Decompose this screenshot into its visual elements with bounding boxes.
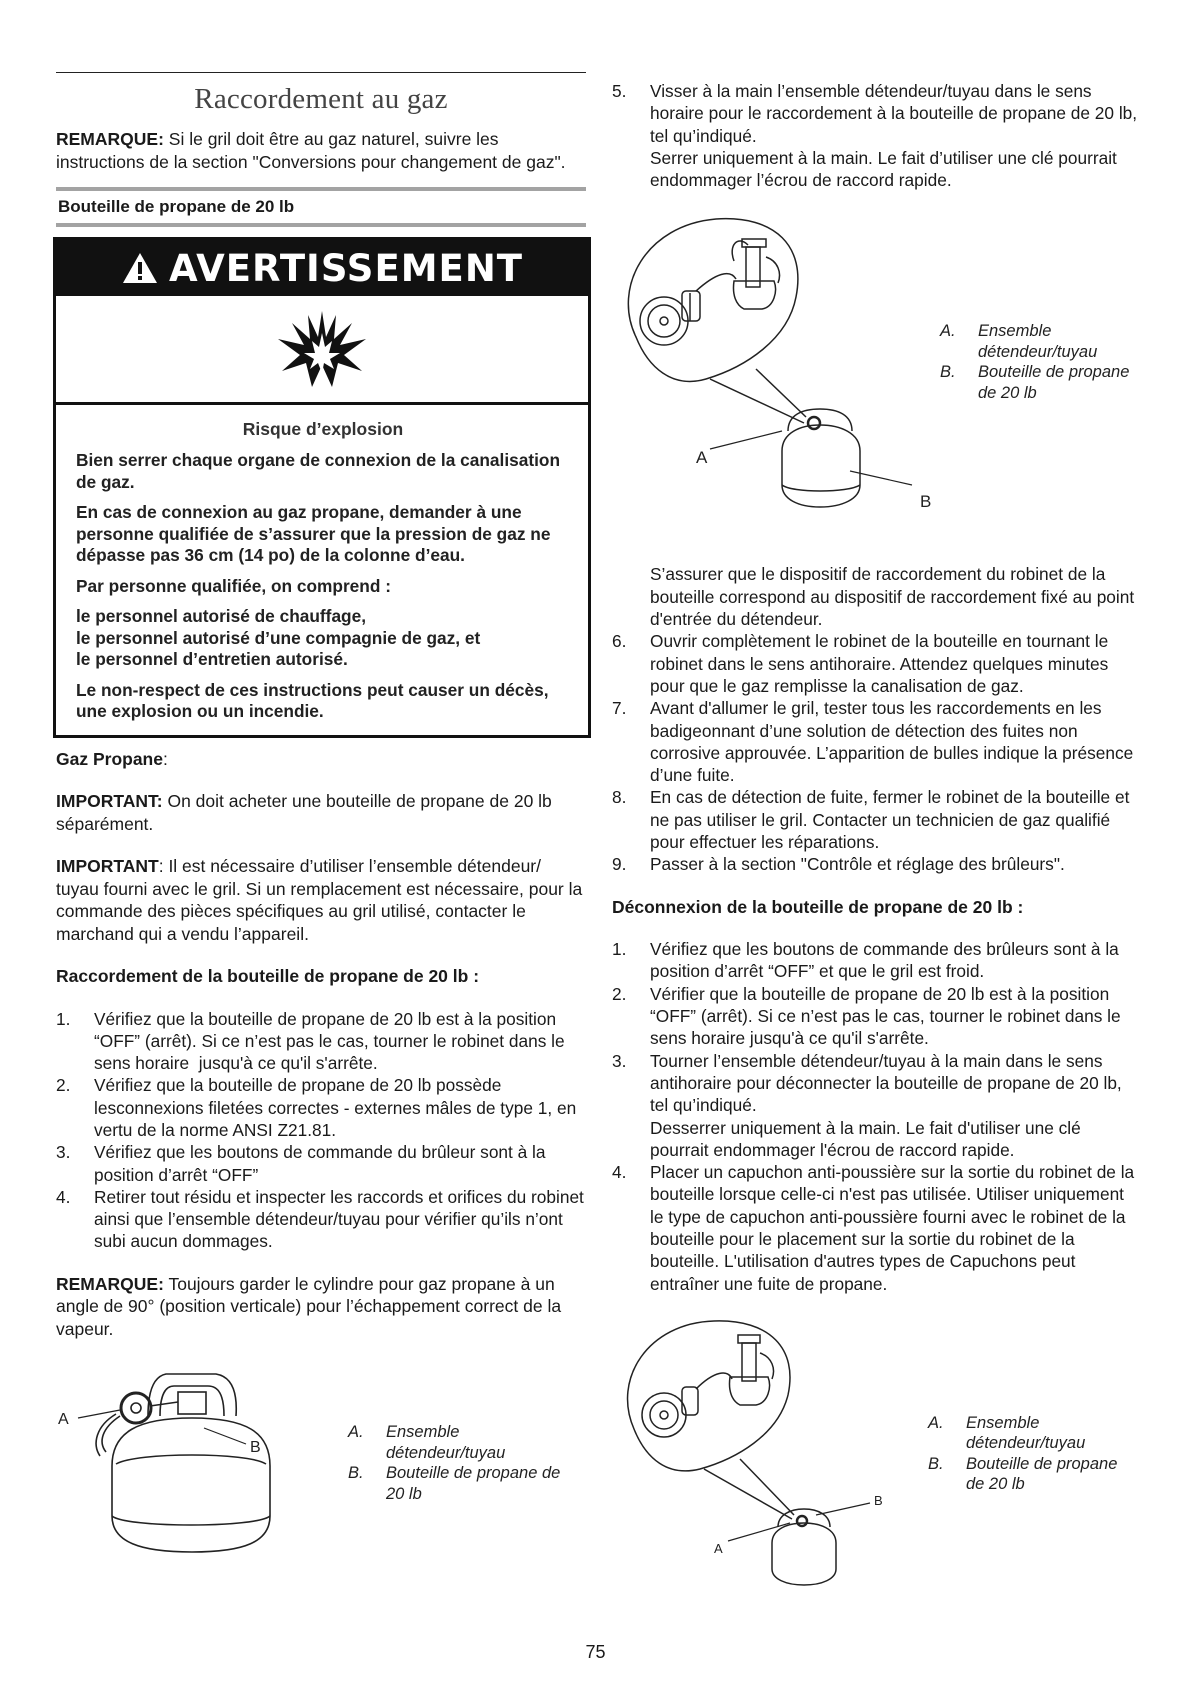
step-text: Vérifiez que la bouteille de propane de 20 lb est à la position “OFF” (arrêt). Si ce n’est pas le cas, tourner le robinet dans le sens horaire jusqu'à ce qu'il s'arrête. xyxy=(94,1008,580,1074)
step-number: 9. xyxy=(612,854,627,875)
intro-text: Si le gril doit être au gaz naturel, suivre les instructions de la section "Conversions pour changement de gaz". xyxy=(56,129,566,172)
legend-key: A. xyxy=(928,1413,944,1432)
list-item xyxy=(612,1050,1140,1161)
step-text: S’assurer que le dispositif de raccordement du robinet de la bouteille correspond au dispositif de raccordement fixé au point d'entrée du détendeur. xyxy=(650,564,1135,630)
connect-regulator-illustration xyxy=(606,217,936,557)
step-text: Vérifiez que les boutons de commande du brûleur sont à la position d’arrêt “OFF” xyxy=(94,1142,546,1185)
title-rule xyxy=(56,72,586,73)
right-column xyxy=(612,80,1140,1589)
step-number: 3. xyxy=(612,1050,627,1071)
step-text: Vérifier que la bouteille de propane de 20 lb est à la position “OFF” (arrêt). Si ce n’est pas le cas, tourner le robinet dans le sens horaire jusqu'à ce qu'il s'arrête. xyxy=(650,983,1121,1049)
connection-heading: Raccordement de la bouteille de propane de 20 lb : xyxy=(56,966,480,986)
warning-header-text: AVERTISSEMENT xyxy=(168,246,524,290)
list-item xyxy=(612,786,1140,853)
warning-header xyxy=(56,240,588,296)
warning-paragraph-3: Par personne qualifiée, on comprend : xyxy=(76,575,391,596)
legend-key: B. xyxy=(940,363,956,382)
legend-key: B. xyxy=(348,1464,364,1483)
important-1-text: On doit acheter une bouteille de propane de 20 lb séparément. xyxy=(56,791,552,834)
propane-tank-illustration xyxy=(56,1356,316,1556)
important-2-label: IMPORTANT xyxy=(56,856,159,876)
step-text: Vérifiez que les boutons de commande des brûleurs sont à la position d’arrêt “OFF” et que le gril est froid. xyxy=(650,939,1119,982)
disconnect-steps xyxy=(612,938,1140,1295)
warning-risk-title: Risque d’explosion xyxy=(242,419,404,439)
intro-note xyxy=(56,128,586,173)
important-note-2 xyxy=(56,855,586,945)
explosion-icon xyxy=(274,309,370,389)
step-number: 1. xyxy=(56,1008,71,1029)
step-number: 7. xyxy=(612,698,627,719)
warning-body xyxy=(56,405,588,735)
legend-value: Ensemble détendeur/tuyau xyxy=(386,1423,506,1462)
list-item xyxy=(56,1186,586,1253)
warning-paragraph-2: En cas de connexion au gaz propane, demander à une personne qualifiée de s’assurer que la pression de gaz ne dépasse pas 36 cm (14 po) de la colonne d’eau. xyxy=(76,502,551,565)
page-number: 75 xyxy=(585,1642,606,1662)
warning-box xyxy=(53,237,591,738)
warning-symbol-area xyxy=(56,296,588,405)
list-item xyxy=(612,983,1140,1050)
legend-row xyxy=(928,1413,1128,1454)
list-item xyxy=(612,1161,1140,1295)
legend-row xyxy=(348,1463,578,1504)
figure-1-label-a: A xyxy=(58,1411,69,1429)
step-number: 2. xyxy=(612,983,627,1004)
connection-steps-continued xyxy=(612,80,1140,191)
warning-paragraph-5: Le non-respect de ces instructions peut causer un décès, une explosion ou un incendie. xyxy=(76,679,549,721)
subhead-propane-tank: Bouteille de propane de 20 lb xyxy=(56,187,586,227)
figure-3-label-b: B xyxy=(874,1492,883,1508)
figure-connect xyxy=(612,217,1140,557)
list-item xyxy=(612,938,1140,983)
step-number: 1. xyxy=(612,939,627,960)
legend-row xyxy=(940,362,1140,403)
figure-3-label-a: A xyxy=(714,1540,723,1556)
list-item xyxy=(612,853,1140,875)
figure-2-label-b: B xyxy=(920,492,932,512)
step-text: Ouvrir complètement le robinet de la bouteille en tournant le robinet dans le sens antihoraire. Attendez quelques minutes pour que le gaz remplisse la canalisation de gaz. xyxy=(650,631,1109,696)
figure-2-legend xyxy=(940,321,1140,403)
vertical-note xyxy=(56,1273,586,1341)
connection-steps-final xyxy=(612,563,1140,875)
list-item xyxy=(612,630,1140,697)
propane-heading xyxy=(56,748,586,771)
legend-value: Ensemble détendeur/tuyau xyxy=(978,322,1098,361)
step-text: En cas de détection de fuite, fermer le robinet de la bouteille et ne pas utiliser le gril. Contacter un technicien de gaz qualifié pour effectuer les réparations. xyxy=(650,787,1130,853)
warning-triangle-icon xyxy=(121,251,159,285)
step-text: Avant d'allumer le gril, tester tous les raccordements en les badigeonnant d’une solution de détection des fuites non corrosive approuvée. L’apparition de bulles indique la présence d’une fuite. xyxy=(650,698,1134,786)
propane-heading-rest: : xyxy=(162,748,168,769)
step-text: Vérifiez que la bouteille de propane de 20 lb possède lesconnexions filetées correctes - externes mâles de type 1, en vertu de la norme ANSI Z21.81. xyxy=(94,1075,577,1140)
legend-value: Ensemble détendeur/tuyau xyxy=(966,1413,1086,1453)
list-item xyxy=(612,563,1140,630)
legend-key: B. xyxy=(928,1454,944,1473)
list-item xyxy=(56,1074,586,1141)
propane-heading-bold: Gaz Propane xyxy=(56,748,163,769)
connection-steps xyxy=(56,1008,586,1253)
list-item xyxy=(612,80,1140,191)
legend-value: Bouteille de propane de 20 lb xyxy=(386,1464,561,1503)
legend-row xyxy=(940,321,1140,362)
important-note-1 xyxy=(56,790,586,835)
step-text: Tourner l’ensemble détendeur/tuyau à la main dans le sens antihoraire pour déconnecter la bouteille de propane de 20 lb, tel qu’indiqué. Desserrer uniquement à la main. Le fait d'utiliser une clé pourrait endommager l'écrou de raccord rapide. xyxy=(650,1050,1122,1160)
step-text: Passer à la section "Contrôle et réglage des brûleurs". xyxy=(650,854,1065,875)
important-2-text: : Il est nécessaire d’utiliser l’ensemble détendeur/ tuyau fourni avec le gril. Si un remplacement est nécessaire, pour la commande des pièces spécifiques au gril utilisé, contacter le marchand qui a vendu l’appareil. xyxy=(56,856,583,944)
legend-key: A. xyxy=(940,322,956,341)
disconnect-regulator-illustration xyxy=(608,1319,928,1589)
step-text: Retirer tout résidu et inspecter les raccords et orifices du robinet ainsi que l’ensemble détendeur/tuyau pour vérifier qu’ils n’ont subi aucun dommages. xyxy=(94,1186,584,1252)
section-title: Raccordement au gaz xyxy=(194,83,448,115)
step-number: 2. xyxy=(56,1075,71,1096)
step-text: Placer un capuchon anti-poussière sur la sortie du robinet de la bouteille lorsque celle-ci n'est pas utilisée. Utiliser uniquement le type de capuchon anti-poussière fourni avec le robinet de la bouteille pour le placement sur la sortie du robinet de la bouteille. L'utilisation d'autres types de Capuchons peut entraîner une fuite de propane. xyxy=(650,1162,1135,1294)
legend-row xyxy=(928,1454,1128,1495)
figure-1-legend xyxy=(348,1422,578,1504)
step-number: 5. xyxy=(612,81,627,101)
figure-tank-left xyxy=(56,1356,586,1556)
intro-label: REMARQUE: xyxy=(56,129,164,149)
step-text: Visser à la main l’ensemble détendeur/tuyau dans le sens horaire pour le raccordement à la bouteille de propane de 20 lb, tel qu’indiqué. Serrer uniquement à la main. Le fait d’utiliser une clé pourrait endommager l’écrou de raccord rapide. xyxy=(650,81,1138,191)
warning-paragraph-1: Bien serrer chaque organe de connexion de la canalisation de gaz. xyxy=(76,450,561,492)
legend-row xyxy=(348,1422,578,1463)
list-item xyxy=(56,1141,586,1186)
left-column xyxy=(56,72,586,1556)
legend-value: Bouteille de propane de 20 lb xyxy=(978,363,1130,402)
step-number: 6. xyxy=(612,631,627,652)
vertical-note-text: Toujours garder le cylindre pour gaz propane à un angle de 90° (position verticale) pour l’échappement correct de la vapeur. xyxy=(56,1273,562,1339)
figure-2-label-a: A xyxy=(696,448,708,468)
figure-3-legend xyxy=(928,1413,1128,1495)
figure-1-label-b: B xyxy=(250,1439,261,1457)
vertical-note-label: REMARQUE: xyxy=(56,1273,164,1294)
figure-disconnect xyxy=(612,1319,1140,1589)
step-number: 4. xyxy=(56,1186,71,1207)
disconnect-heading: Déconnexion de la bouteille de propane de 20 lb : xyxy=(612,896,1024,917)
list-item xyxy=(56,1008,586,1075)
list-item xyxy=(612,697,1140,786)
warning-paragraph-4: le personnel autorisé de chauffage, le personnel autorisé d’une compagnie de gaz, et le personnel d’entretien autorisé. xyxy=(76,606,481,669)
legend-key: A. xyxy=(348,1423,364,1442)
step-number: 8. xyxy=(612,787,627,808)
legend-value: Bouteille de propane de 20 lb xyxy=(966,1454,1118,1494)
step-number: 4. xyxy=(612,1162,627,1183)
step-number: 3. xyxy=(56,1142,71,1163)
important-1-label: IMPORTANT: xyxy=(56,791,163,811)
